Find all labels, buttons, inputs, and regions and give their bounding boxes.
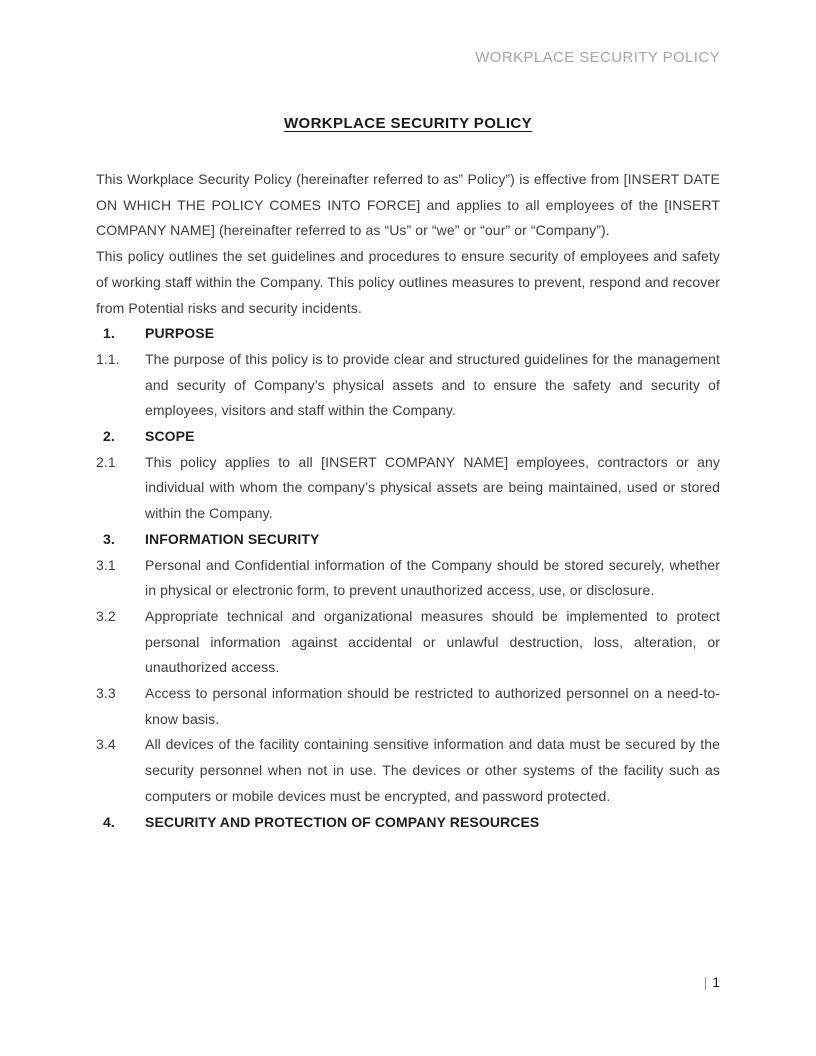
- running-header: WORKPLACE SECURITY POLICY: [475, 49, 720, 66]
- item-text: The purpose of this policy is to provide clear and structured guidelines for the management and security of Company’s physical assets and to ensure the safety and security of employees, visitors and staff within the Company.: [145, 350, 720, 419]
- numbered-item: [96, 604, 720, 681]
- item-text: Appropriate technical and organizational measures should be implemented to protect personal information against accidental or unlawful destruction, loss, alteration, or unauthorized access.: [145, 607, 720, 676]
- item-number: 3.1: [96, 556, 116, 573]
- section-number: 2.: [103, 428, 115, 445]
- page-number: 1: [712, 974, 720, 990]
- section-number: 1.: [103, 325, 115, 342]
- item-text: This policy applies to all [INSERT COMPANY NAME] employees, contractors or any individual with whom the company’s physical assets are being maintained, used or stored within the Company.: [145, 453, 720, 522]
- item-number: 1.1.: [96, 350, 120, 367]
- item-text: Personal and Confidential information of the Company should be stored securely, whether in physical or electronic form, to prevent unauthorized access, use, or disclosure.: [145, 556, 720, 599]
- numbered-item: [96, 450, 720, 527]
- section-heading-label: SECURITY AND PROTECTION OF COMPANY RESOURCES: [145, 813, 540, 830]
- item-text: Access to personal information should be restricted to authorized personnel on a need-to-know basis.: [145, 685, 720, 727]
- numbered-item: [96, 681, 720, 732]
- section-heading-label: INFORMATION SECURITY: [145, 530, 320, 547]
- title-row: [96, 115, 720, 133]
- item-number: 2.1: [96, 453, 116, 470]
- numbered-item: [96, 347, 720, 424]
- section-number: 3.: [103, 530, 115, 547]
- section-heading-label: SCOPE: [145, 428, 195, 445]
- section-heading: [96, 527, 720, 553]
- intro-paragraph: This Workplace Security Policy (hereinafter referred to as” Policy”) is effective from [INSERT DATE ON WHICH THE POLICY COMES INTO FORCE] and applies to all employees of the [INSERT COMPANY NAME] (hereinafter referred to as “Us” or “we” or “our” or “Company”).: [96, 171, 720, 239]
- footer-separator: |: [703, 974, 708, 990]
- section-heading: [96, 321, 720, 347]
- item-number: 3.2: [96, 607, 116, 624]
- item-number: 3.3: [96, 685, 116, 702]
- section-number: 4.: [103, 813, 115, 830]
- intro-paragraph: This policy outlines the set guidelines and procedures to ensure security of employees and safety of working staff within the Company. This policy outlines measures to prevent, respond and recover from Potential risks and security incidents.: [96, 248, 720, 316]
- document-title: WORKPLACE SECURITY POLICY: [283, 115, 533, 132]
- section-heading: [96, 810, 720, 836]
- section-heading-label: PURPOSE: [145, 325, 215, 342]
- item-text: All devices of the facility containing sensitive information and data must be secured by the security personnel when not in use. The devices or other systems of the facility such as computers or mobile devices must be encrypted, and password protected.: [145, 736, 720, 804]
- numbered-item: [96, 732, 720, 809]
- document-body: [96, 167, 720, 835]
- numbered-item: [96, 553, 720, 604]
- item-number: 3.4: [96, 736, 116, 753]
- section-heading: [96, 424, 720, 450]
- page-footer: [704, 974, 720, 990]
